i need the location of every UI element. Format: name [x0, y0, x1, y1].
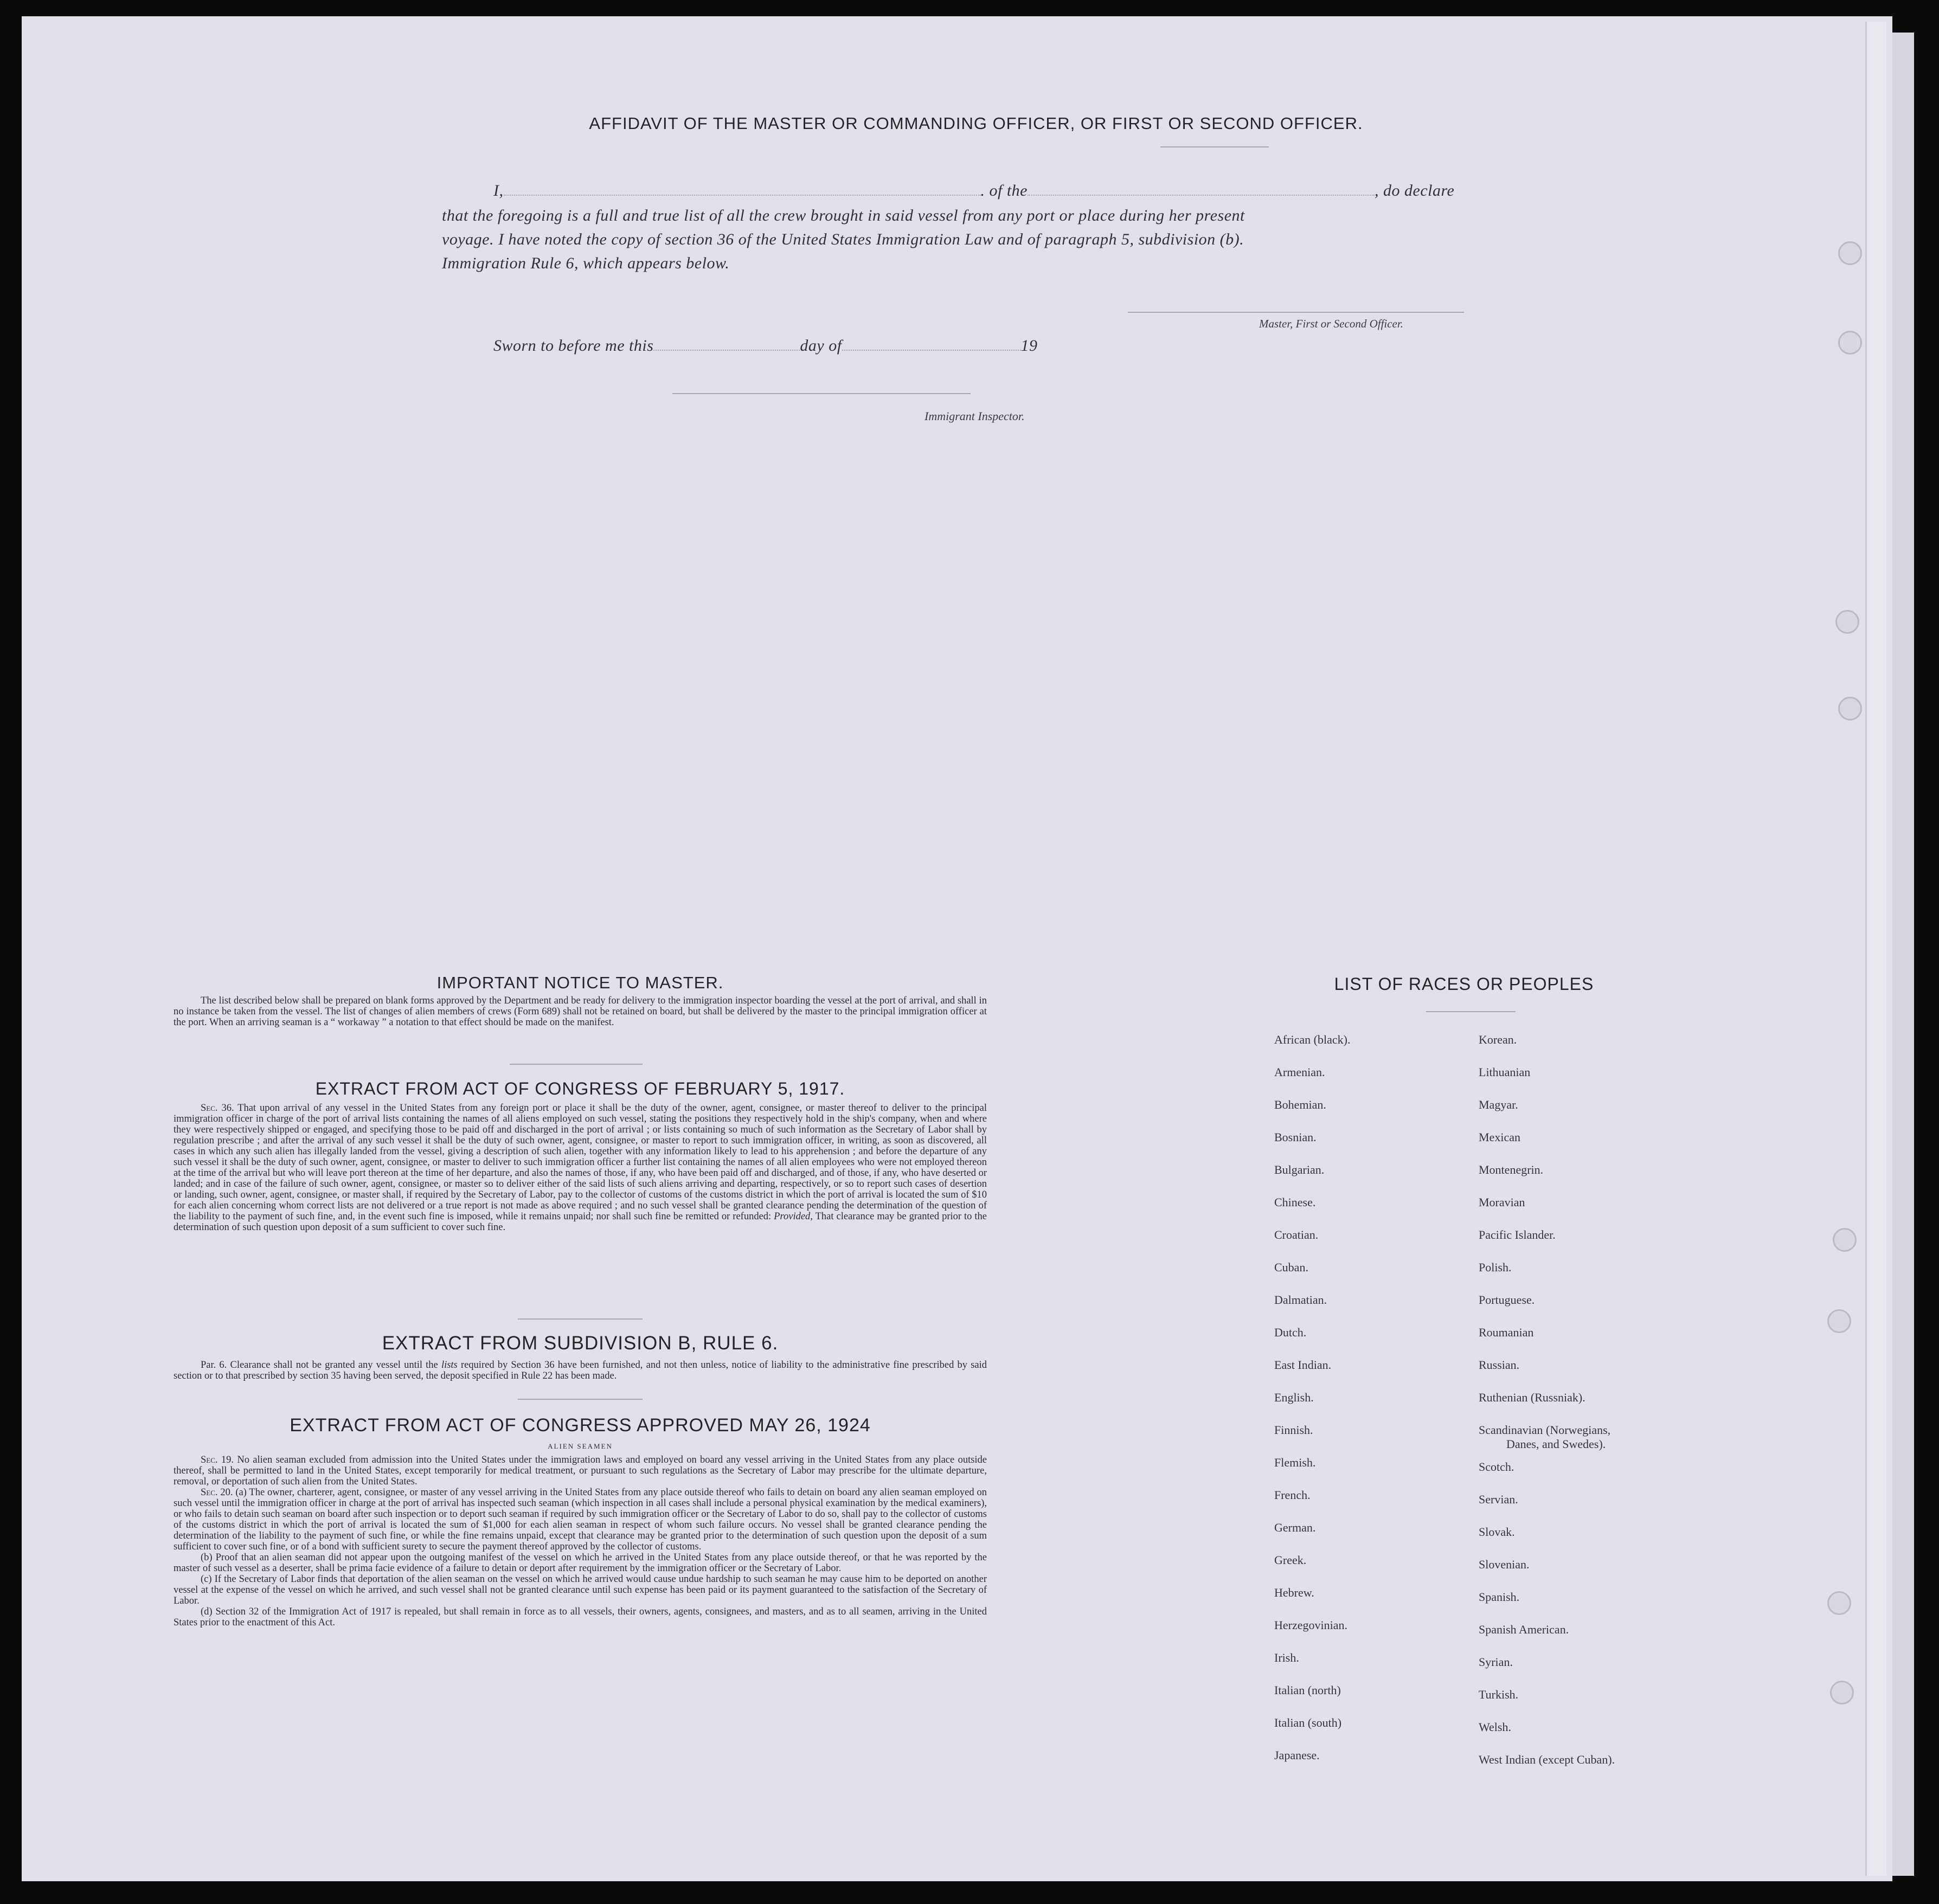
- extract-1917-title: EXTRACT FROM ACT OF CONGRESS OF FEBRUARY 5, 1917.: [315, 1079, 845, 1098]
- race-item: Pacific Islander.: [1479, 1228, 1556, 1242]
- extract-rule6-text: [174, 1360, 987, 1381]
- race-item: Ruthenian (Russniak).: [1479, 1391, 1585, 1404]
- race-item: Roumanian: [1479, 1326, 1534, 1339]
- signature-line[interactable]: [1128, 312, 1464, 313]
- race-item: Italian (north): [1274, 1683, 1341, 1697]
- race-item: Dutch.: [1274, 1326, 1307, 1339]
- master-label: Master, First or Second Officer.: [1259, 317, 1403, 330]
- vessel-blank[interactable]: [1028, 195, 1375, 196]
- race-item: Japanese.: [1274, 1748, 1320, 1762]
- section-36-text-cont: That clearance may be granted prior to the determination of such question upon deposit of a sum sufficient to cover such fine.: [174, 1211, 987, 1233]
- race-item: Korean.: [1479, 1033, 1517, 1046]
- race-item: Welsh.: [1479, 1720, 1511, 1734]
- divider: [1160, 146, 1269, 147]
- section-20d-paragraph: (d) Section 32 of the Immigration Act of 1917 is repealed, but shall remain in force as to all vessels, their owners, agents, consignees, and masters, and as to all seamen, arriving in the United States prior to the enactment of this Act.: [174, 1606, 987, 1628]
- race-item: Spanish American.: [1479, 1623, 1569, 1636]
- declaration-declare: , do declare: [1375, 182, 1455, 200]
- page-edge: [1865, 22, 1886, 1876]
- race-item: Scandinavian (Norwegians,: [1479, 1423, 1611, 1437]
- race-item: Syrian.: [1479, 1655, 1513, 1669]
- race-item: Polish.: [1479, 1260, 1512, 1274]
- race-item: Bohemian.: [1274, 1098, 1326, 1111]
- race-item: Russian.: [1479, 1358, 1520, 1372]
- section-36-text: That upon arrival of any vessel in the United States from any foreign port or place it shall be the duty of the owner, agent, consignee, or master thereof to deliver to the principal immigration officer in charge of the port of arrival lists containing the names of all aliens employed on such vessel, stating the positions they respectively hold in the ship's company, when and where they were respectively shipped or engaged, and specifying those to be paid off and discharged in the port of arrival ; or lists containing so much of such information as the Secretary of Labor shall by regulation prescribe ; and after the arrival of any such vessel it shall be the duty of such owner, agent, consignee, or master to report to such immigration officer, in writing, as soon as discovered, all cases in which any such alien has illegally landed from the vessel, giving a description of such alien, together with any information likely to lead to his apprehension ; and before the departure of any such vessel it shall be the duty of such owner, agent, consignee, or master to deliver to such immigration officer a further list containing the names of all alien employees who were not employed thereon at the time of the arrival but who will leave port thereon at the time of her departure, and also the names of those, if any, who have been paid off and discharged, and of those, if any, who have deserted or landed; and in case of the failure of such owner, agent, consignee, or master so to deliver either of the said lists of such aliens arriving and departing, respectively, or so to report such cases of desertion or landing, such owner, agent, consignee, or master shall, if required by the Secretary of Labor, pay to the collector of customs of the customs district in which the port of arrival is located the sum of $10 for each alien concerning whom correct lists are not delivered or a true report is not made as above required ; and no such vessel shall be granted clearance pending the determination of the question of the liability to the payment of such fine, and, in the event such fine is imposed, while it remains unpaid; nor shall such fine be remitted or refunded:: [174, 1103, 987, 1222]
- race-item: Herzegovinian.: [1274, 1618, 1347, 1632]
- section-label: Sec. 20.: [201, 1487, 233, 1498]
- section-36-paragraph: [174, 1103, 987, 1233]
- declaration-i: I,: [493, 182, 504, 200]
- divider: [518, 1399, 643, 1400]
- rule6-paragraph: [174, 1360, 987, 1381]
- lists-text: lists: [441, 1360, 458, 1371]
- extract-1917-text: [174, 1103, 987, 1233]
- race-item: French.: [1274, 1488, 1311, 1502]
- inspector-signature-line[interactable]: [672, 393, 971, 394]
- sworn-line: [493, 337, 1038, 355]
- race-item: Hebrew.: [1274, 1586, 1314, 1599]
- race-item: Croatian.: [1274, 1228, 1319, 1242]
- declaration-of-the: . of the: [980, 182, 1028, 200]
- declaration-line-1: [493, 182, 1454, 200]
- race-item: Dalmatian.: [1274, 1293, 1327, 1307]
- race-item: African (black).: [1274, 1033, 1351, 1046]
- race-item: Spanish.: [1479, 1590, 1520, 1604]
- extract-1924-text: [174, 1455, 987, 1628]
- month-blank[interactable]: [842, 350, 1021, 351]
- declaration-line-2: that the foregoing is a full and true list of all the crew brought in said vessel from any port or place during her present: [442, 207, 1245, 224]
- inspector-label: Immigrant Inspector.: [924, 409, 1025, 423]
- race-item: Irish.: [1274, 1651, 1299, 1664]
- punch-hole: [1838, 697, 1862, 721]
- race-item: Armenian.: [1274, 1065, 1325, 1079]
- declaration-line-4: Immigration Rule 6, which appears below.: [442, 254, 730, 272]
- divider: [510, 1064, 643, 1065]
- rule6-text: Par. 6. Clearance shall not be granted any vessel until the: [201, 1360, 438, 1371]
- extract-1924-title: EXTRACT FROM ACT OF CONGRESS APPROVED MAY 26, 1924: [290, 1415, 871, 1436]
- race-item: Portuguese.: [1479, 1293, 1535, 1307]
- race-item: Scotch.: [1479, 1460, 1514, 1474]
- race-item: Flemish.: [1274, 1456, 1316, 1469]
- race-item: Servian.: [1479, 1493, 1518, 1506]
- declaration-line-3: voyage. I have noted the copy of section 36 of the United States Immigration Law and of paragraph 5, subdivision (b).: [442, 230, 1244, 248]
- race-item: Magyar.: [1479, 1098, 1518, 1111]
- race-item: Slovenian.: [1479, 1558, 1530, 1571]
- race-item: Mexican: [1479, 1130, 1520, 1144]
- punch-hole: [1835, 610, 1859, 634]
- section-label: Sec. 36.: [201, 1103, 234, 1114]
- punch-hole: [1830, 1681, 1854, 1704]
- affidavit-title: AFFIDAVIT OF THE MASTER OR COMMANDING OFFICER, OR FIRST OR SECOND OFFICER.: [589, 114, 1363, 133]
- race-item: Lithuanian: [1479, 1065, 1531, 1079]
- race-item: Greek.: [1274, 1553, 1307, 1567]
- race-item-continuation: Danes, and Swedes).: [1506, 1437, 1606, 1451]
- race-item: Cuban.: [1274, 1260, 1308, 1274]
- section-20a-paragraph: [174, 1487, 987, 1552]
- page-edge-under: [1892, 33, 1914, 1876]
- punch-hole: [1833, 1228, 1857, 1252]
- race-item: English.: [1274, 1391, 1314, 1404]
- race-item: Chinese.: [1274, 1195, 1316, 1209]
- day-blank[interactable]: [653, 350, 800, 351]
- alien-seamen-subtitle: ALIEN SEAMEN: [548, 1442, 613, 1450]
- race-item: Turkish.: [1479, 1688, 1519, 1701]
- race-item: Italian (south): [1274, 1716, 1342, 1729]
- section-19-paragraph: [174, 1455, 987, 1487]
- race-item: West Indian (except Cuban).: [1479, 1753, 1615, 1766]
- provided-text: Provided,: [774, 1211, 813, 1222]
- race-item: German.: [1274, 1521, 1316, 1534]
- punch-hole: [1827, 1591, 1851, 1615]
- section-20c-paragraph: (c) If the Secretary of Labor finds that deportation of the alien seaman on the vessel on which he arrived would cause undue hardship to such seaman he may cause him to be deported on another vessel at the expense of the vessel on which he arrived, and such vessel shall not be granted clearance until such expense has been paid or its payment guaranteed to the satisfaction of the Secretary of Labor.: [174, 1574, 987, 1606]
- notice-title: IMPORTANT NOTICE TO MASTER.: [436, 973, 724, 992]
- rule6-text-cont: required by Section 36 have been furnished, and not then unless, notice of liability to the administrative fine prescribed by said section or to that prescribed by section 35 having been served, the deposit specified in Rule 22 has been made.: [174, 1360, 987, 1381]
- punch-hole: [1827, 1309, 1851, 1333]
- section-label: Sec. 19.: [201, 1455, 234, 1465]
- race-item: East Indian.: [1274, 1358, 1332, 1372]
- sworn-text: Sworn to before me this: [493, 337, 654, 355]
- race-item: Montenegrin.: [1479, 1163, 1544, 1176]
- race-item: Moravian: [1479, 1195, 1525, 1209]
- notice-paragraph: The list described below shall be prepared on blank forms approved by the Department and be ready for delivery to the immigration inspector boarding the vessel at the port of arrival, and shall in no instance be taken from the vessel. The list of changes of alien members of crews (Form 689) shall not be retained on board, but shall be delivered by the master to the principal immigration officer at the port. When an arriving seaman is a “ workaway ” a notation to that effect should be made on the manifest.: [174, 995, 987, 1028]
- year-text: 19: [1020, 337, 1038, 355]
- divider: [1426, 1011, 1516, 1012]
- section-19-text: No alien seaman excluded from admission into the United States under the immigration laws and employed on board any vessel arriving in the United States from any place outside thereof, shall be permitted to land in the United States, except temporarily for medical treatment, or pursuant to such regulations as the Secretary of Labor may prescribe for the ultimate departure, removal, or deportation of such alien from the United States.: [174, 1455, 987, 1487]
- notice-text: [174, 995, 987, 1028]
- race-item: Bulgarian.: [1274, 1163, 1325, 1176]
- name-blank[interactable]: [504, 195, 981, 196]
- extract-rule6-title: EXTRACT FROM SUBDIVISION B, RULE 6.: [382, 1333, 779, 1354]
- day-of-text: day of: [800, 337, 842, 355]
- divider: [518, 1318, 643, 1320]
- race-item: Bosnian.: [1274, 1130, 1317, 1144]
- races-title: LIST OF RACES OR PEOPLES: [1334, 974, 1594, 994]
- race-item: Finnish.: [1274, 1423, 1313, 1437]
- punch-hole: [1838, 241, 1862, 265]
- race-item: Slovak.: [1479, 1525, 1515, 1539]
- punch-hole: [1838, 331, 1862, 355]
- section-20a-text: (a) The owner, charterer, agent, consignee, or master of any vessel arriving in the United States from any place outside thereof who fails to detain on board any alien seaman employed on such vessel until the immigration officer in charge at the port of arrival has inspected such seaman (which inspection in all cases shall include a personal physical examination by the medical examiners), or who fails to detain such seaman on board after such inspection or to deport such seaman if required by such immigration officer or the Secretary of Labor to do so, shall pay to the collector of customs of the customs district in which the port of arrival is located the sum of $1,000 for each alien seaman in respect of whom such failure occurs. No vessel shall be granted clearance pending the determination of the liability to the payment of such fine, or while the fine remains unpaid, except that clearance may be granted prior to the determination of such question upon the deposit of a sum sufficient to cover such fine, or of a bond with sufficient surety to secure the payment thereof approved by the collector of customs.: [174, 1487, 987, 1552]
- section-20b-paragraph: (b) Proof that an alien seaman did not appear upon the outgoing manifest of the vessel on which he arrived in the United States from any place outside thereof, or that he was reported by the master of such vessel as a deserter, shall be prima facie evidence of a failure to detain or deport after requirement by the immigration officer or the Secretary of Labor.: [174, 1552, 987, 1574]
